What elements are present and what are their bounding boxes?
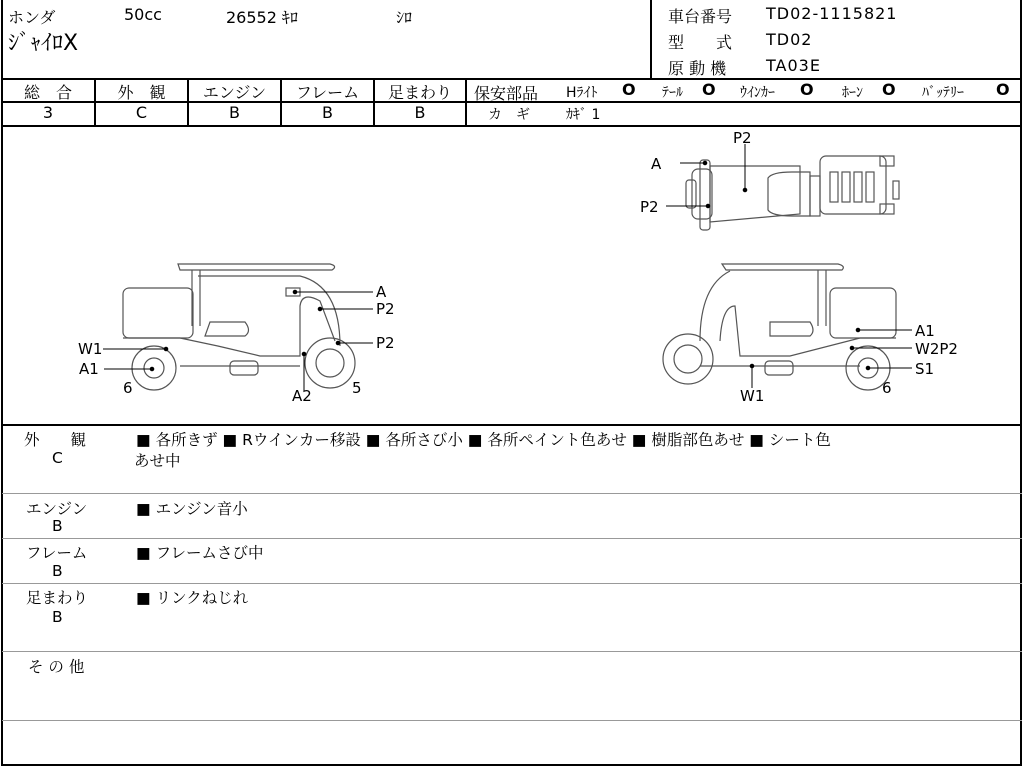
damage-diagram xyxy=(0,126,1024,424)
mileage: 26552 ｷﾛ xyxy=(226,8,298,27)
remark-divider xyxy=(2,651,1022,652)
left-p2-label-1: P2 xyxy=(376,300,395,318)
remark-engine-grade: B xyxy=(52,517,63,535)
engine-type-value: TA03E xyxy=(766,56,821,75)
engine-type-label: 原 動 機 xyxy=(668,59,727,78)
right-a1-label: A1 xyxy=(915,322,935,340)
right-s1-label: S1 xyxy=(915,360,935,378)
header-divider xyxy=(650,0,652,79)
key-label: カ ギ xyxy=(488,107,530,123)
remark-divider xyxy=(2,720,1022,721)
key-value: ｶｷﾞ 1 xyxy=(566,107,601,123)
top-p2-top-label: P2 xyxy=(733,129,752,147)
suspension-grade: B xyxy=(414,103,426,122)
engine-grade: B xyxy=(229,103,240,122)
left-a1-label: A1 xyxy=(79,360,99,378)
exterior-grade: C xyxy=(135,103,148,122)
left-6-label: 6 xyxy=(123,379,133,397)
left-5-label: 5 xyxy=(352,379,362,397)
frame-no: TD02-1115821 xyxy=(766,4,898,23)
safety-winker-mark: O xyxy=(800,80,814,99)
remark-other-label: そ の 他 xyxy=(28,658,85,676)
safety-battery: ﾊﾞｯﾃﾘｰ xyxy=(922,85,964,101)
safety-horn: ﾎｰﾝ xyxy=(842,85,863,101)
remark-divider xyxy=(2,583,1022,584)
top-view-drawing xyxy=(686,156,899,230)
remark-exterior-text: ■ 各所きず ■ Rウインカー移設 ■ 各所さび小 ■ 各所ペイント色あせ ■ 樹脂部色あせ ■ シート色 xyxy=(136,431,831,449)
left-a2-label: A2 xyxy=(292,387,312,405)
suspension-label: 足まわり xyxy=(387,83,452,102)
engine-label: エンジン xyxy=(202,83,267,102)
remark-exterior-grade: C xyxy=(52,449,63,467)
safety-headlight: Hﾗｲﾄ xyxy=(566,85,598,101)
safety-winker: ｳｲﾝｶｰ xyxy=(740,85,775,101)
right-6-label: 6 xyxy=(882,379,892,397)
safety-taillight-mark: O xyxy=(702,80,716,99)
frame-no-label: 車台番号 xyxy=(668,7,733,26)
remark-suspension-grade: B xyxy=(52,608,63,626)
left-side-drawing xyxy=(123,264,355,390)
top-a-label: A xyxy=(651,155,662,173)
exterior-label: 外 観 xyxy=(117,83,166,102)
left-a-label: A xyxy=(376,283,387,301)
type-label: 型 式 xyxy=(668,33,733,52)
safety-label: 保安部品 xyxy=(474,84,539,103)
remark-exterior-text-2: あせ中 xyxy=(134,452,181,470)
remark-suspension-label: 足まわり xyxy=(26,589,89,607)
safety-horn-mark: O xyxy=(882,80,896,99)
left-w1-label: W1 xyxy=(78,340,103,358)
body-color: ｼﾛ xyxy=(396,8,413,27)
displacement: 50cc xyxy=(124,5,162,24)
remark-divider xyxy=(2,493,1022,494)
overall-label: 総 合 xyxy=(23,83,72,102)
top-p2-left-label: P2 xyxy=(640,198,659,216)
remark-engine-label: エンジン xyxy=(26,500,88,518)
type-value: TD02 xyxy=(766,30,813,49)
remark-engine-text: ■ エンジン音小 xyxy=(136,500,248,518)
overall-grade: 3 xyxy=(42,103,54,122)
safety-taillight: ﾃｰﾙ xyxy=(662,85,683,101)
rule-3 xyxy=(1,424,1022,426)
remark-frame-grade: B xyxy=(52,562,63,580)
remark-suspension-text: ■ リンクねじれ xyxy=(136,589,249,607)
frame-grade: B xyxy=(322,103,333,122)
safety-headlight-mark: O xyxy=(622,80,636,99)
remark-frame-label: フレーム xyxy=(26,544,88,562)
frame-label: フレーム xyxy=(295,83,360,102)
remark-divider xyxy=(2,538,1022,539)
maker: ホンダ xyxy=(8,8,56,27)
remark-exterior-label: 外 観 xyxy=(24,431,87,449)
right-side-drawing xyxy=(663,264,896,390)
remark-frame-text: ■ フレームさび中 xyxy=(136,544,264,562)
left-p2-label-2: P2 xyxy=(376,334,395,352)
model-name: ｼﾞｬｲﾛX xyxy=(8,31,79,56)
right-w1-label: W1 xyxy=(740,387,765,405)
right-w2p2-label: W2P2 xyxy=(915,340,958,358)
safety-battery-mark: O xyxy=(996,80,1010,99)
